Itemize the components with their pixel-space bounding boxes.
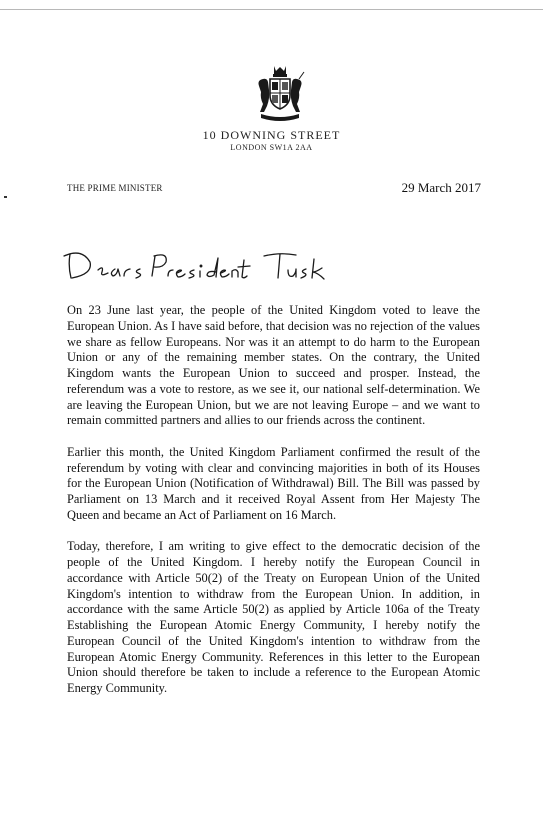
letterhead-address: LONDON SW1A 2AA xyxy=(230,143,313,152)
sender-title: THE PRIME MINISTER xyxy=(67,183,163,193)
letter-body xyxy=(67,303,480,713)
letterhead-title: 10 DOWNING STREET xyxy=(202,128,341,142)
letter-date: 29 March 2017 xyxy=(401,180,481,195)
paragraph: Earlier this month, the United Kingdom Parliament confirmed the result of the referendum by voting with clear and convincing majorities in both of its Houses for the European Union (Notification of Withdrawal) Bill. The Bill was passed by Parliament on 13 March and it received Royal Assent from Her Majesty The Queen and became an Act of Parliament on 16 March. xyxy=(67,444,480,522)
royal-coat-of-arms-icon xyxy=(255,62,305,124)
top-rule xyxy=(0,9,543,10)
paragraph: Today, therefore, I am writing to give effect to the democratic decision of the people of the United Kingdom. I hereby notify the European Council in accordance with Article 50(2) of the Treaty on European Union of the United Kingdom's intention to withdraw from the European Union. In addition, in accordance with the same Article 50(2) as applied by Article 106a of the Treaty Establishing the European Atomic Energy Community, I hereby notify the European Council of the United Kingdom's intention to withdraw from the European Atomic Energy Community. References in this letter to the European Union should therefore be taken to include a reference to the European Atomic Energy Community. xyxy=(67,539,480,695)
fold-mark xyxy=(4,196,7,198)
handwritten-salutation xyxy=(60,240,330,290)
paragraph: On 23 June last year, the people of the United Kingdom voted to leave the European Union. As I have said before, that decision was no rejection of the values we share as fellow Europeans. Nor was it an attempt to do harm to the European Union or any of the remaining member states. On the contrary, the United Kingdom wants the European Union to succeed and prosper. Instead, the referendum was a vote to restore, as we see it, our national self-determination. We are leaving the European Union, but we are not leaving Europe – and we want to remain committed partners and allies to our friends across the continent. xyxy=(67,303,480,428)
